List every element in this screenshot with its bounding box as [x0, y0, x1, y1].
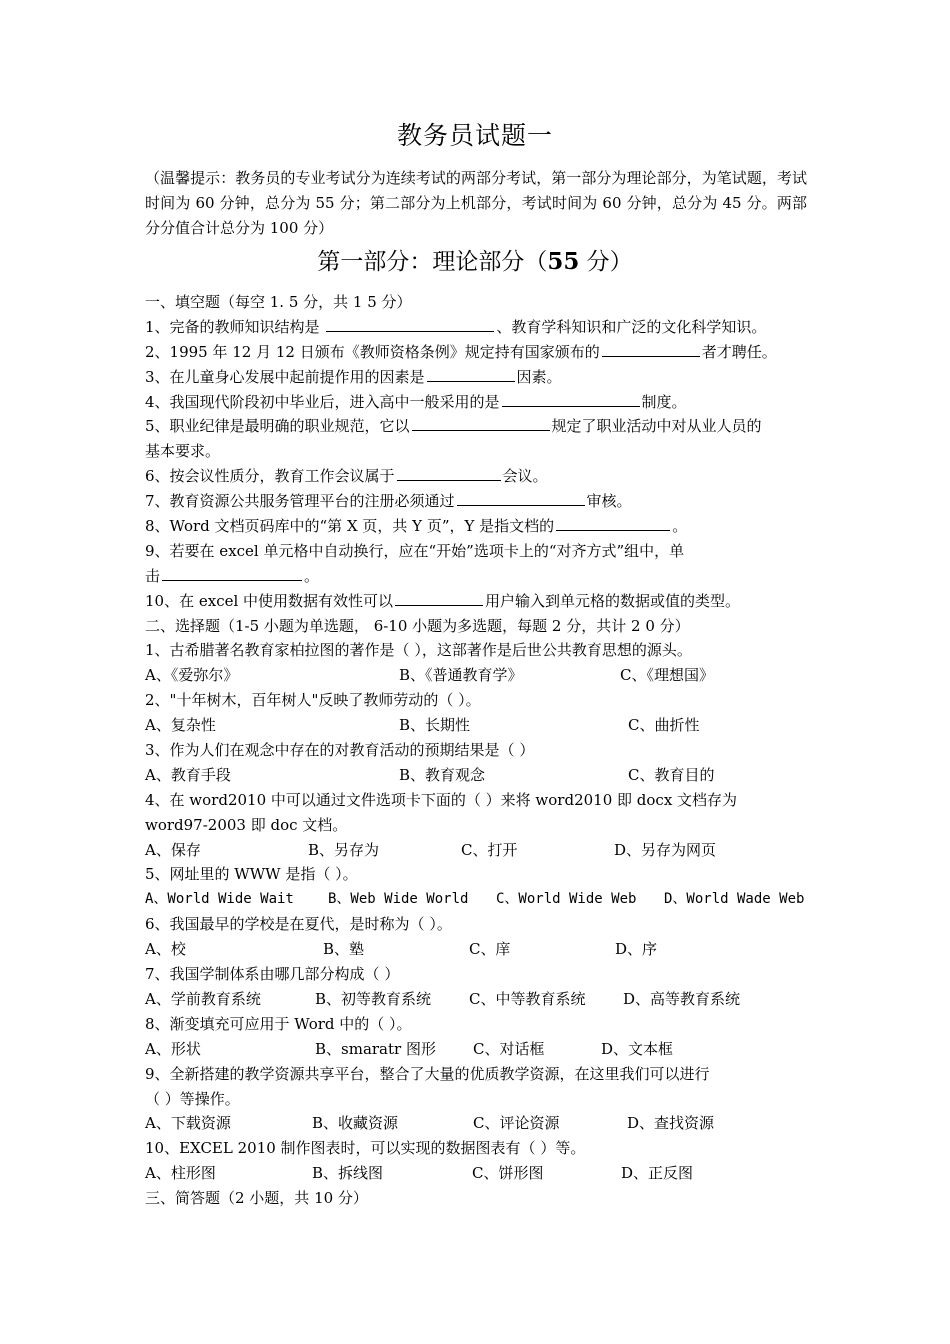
choice-options-9 [145, 1111, 807, 1136]
exam-body [145, 290, 807, 1211]
option-c[interactable]: C、曲折性 [628, 716, 700, 735]
fill-question-1: 1、完备的教师知识结构是 、教育学科知识和广泛的文化科学知识。 [145, 315, 807, 340]
option-a[interactable]: A、复杂性 [145, 716, 216, 735]
section1-header: 一、填空题（每空 1. 5 分，共 1 5 分） [145, 293, 412, 311]
fill-question-5-cont: 基本要求。 [145, 442, 221, 461]
option-b[interactable]: B、smaratr 图形 [315, 1039, 436, 1058]
option-a[interactable]: A、下载资源 [145, 1114, 231, 1133]
fill-question-9: 9、若要在 excel 单元格中自动换行，应在“开始”选项卡上的“对齐方式”组中，单 [145, 541, 685, 560]
choice-options-2 [145, 713, 807, 738]
option-a[interactable]: A、学前教育系统 [145, 989, 261, 1008]
option-b[interactable]: B、塾 [323, 940, 365, 959]
choice-question-9: 9、全新搭建的教学资源共享平台，整合了大量的优质教学资源，在这里我们可以进行 [145, 1064, 710, 1083]
option-a[interactable]: A、《爱弥尔》 [145, 666, 239, 685]
fill-question-3: 3、在儿童身心发展中起前提作用的因素是 因素。 [145, 365, 807, 390]
fill-question-9-cont: 击 。 [145, 564, 807, 589]
choice-question-9-cont: （ ）等操作。 [145, 1089, 240, 1108]
option-d[interactable]: D、正反图 [621, 1164, 694, 1183]
option-c[interactable]: C、《理想国》 [620, 666, 714, 685]
option-b[interactable]: B、长期性 [399, 716, 471, 735]
option-b[interactable]: B、另存为 [308, 840, 380, 859]
choice-question-1: 1、古希腊著名教育家柏拉图的著作是（ ），这部著作是后世公共教育思想的源头。 [145, 641, 692, 660]
document-title: 教务员试题一 [396, 121, 553, 150]
option-d[interactable]: D、高等教育系统 [623, 989, 741, 1008]
choice-question-8: 8、渐变填充可应用于 Word 中的（ ）。 [145, 1014, 412, 1033]
option-a[interactable]: A、形状 [145, 1039, 201, 1058]
option-d[interactable]: D、另存为网页 [614, 840, 717, 859]
option-b[interactable]: B、Web Wide World [328, 891, 469, 908]
choice-options-7 [145, 987, 807, 1012]
answer-blank[interactable] [162, 564, 302, 581]
choice-question-3: 3、作为人们在观念中存在的对教育活动的预期结果是（ ） [145, 741, 535, 760]
choice-options-3 [145, 763, 807, 788]
option-c[interactable]: C、中等教育系统 [469, 989, 586, 1008]
fill-question-8: 8、Word 文档页码库中的“第 X 页，共 Y 页”，Y 是指文档的 。 [145, 514, 807, 539]
answer-blank[interactable] [397, 464, 501, 481]
option-a[interactable]: A、保存 [145, 840, 201, 859]
option-d[interactable]: D、World Wade Web [664, 891, 805, 908]
choice-question-10: 10、EXCEL 2010 制作图表时，可以实现的数据图表有（ ）等。 [145, 1139, 586, 1158]
choice-options-6 [145, 937, 807, 962]
option-c[interactable]: C、庠 [469, 940, 511, 959]
fill-question-5: 5、职业纪律是最明确的职业规范，它以 规定了职业活动中对从业人员的 [145, 414, 807, 439]
choice-options-10 [145, 1161, 807, 1186]
choice-question-2: 2、"十年树木，百年树人"反映了教师劳动的（ ）。 [145, 691, 481, 710]
answer-blank[interactable] [395, 589, 483, 606]
section3-header: 三、简答题（2 小题，共 10 分） [145, 1189, 368, 1208]
option-a[interactable]: A、校 [145, 940, 186, 959]
part-heading [0, 243, 950, 276]
choice-question-6: 6、我国最早的学校是在夏代，是时称为（ ）。 [145, 915, 452, 934]
option-b[interactable]: B、初等教育系统 [315, 989, 432, 1008]
option-b[interactable]: B、教育观念 [399, 765, 486, 784]
fill-question-10: 10、在 excel 中使用数据有效性可以 用户输入到单元格的数据或值的类型。 [145, 589, 807, 614]
choice-question-4-cont: word97-2003 即 doc 文档。 [145, 815, 348, 834]
answer-blank[interactable] [602, 340, 700, 357]
option-c[interactable]: C、World Wide Web [496, 891, 637, 908]
choice-question-7: 7、我国学制体系由哪几部分构成（ ） [145, 965, 400, 984]
answer-blank[interactable] [427, 365, 515, 382]
fill-question-2: 2、1995 年 12 月 12 日颁布《教师资格条例》规定持有国家颁布的 者才聘任。 [145, 340, 807, 365]
section2-header: 二、选择题（1-5 小题为单选题， 6-10 小题为多选题，每题 2 分，共计 2 0 分） [145, 616, 690, 635]
option-c[interactable]: C、教育目的 [628, 765, 715, 784]
fill-question-4: 4、我国现代阶段初中毕业后，进入高中一般采用的是 制度。 [145, 390, 807, 415]
fill-question-7: 7、教育资源公共服务管理平台的注册必须通过 审核。 [145, 489, 807, 514]
option-d[interactable]: D、文本框 [601, 1039, 674, 1058]
option-b[interactable]: B、《普通教育学》 [399, 666, 523, 685]
option-d[interactable]: D、查找资源 [627, 1114, 715, 1133]
choice-question-5: 5、网址里的 WWW 是指（ ）。 [145, 865, 358, 884]
exam-notice: （温馨提示：教务员的专业考试分为连续考试的两部分考试，第一部分为理论部分，为笔试题，考试时间为 60 分钟，总分为 55 分；第二部分为上机部分，考试时间为 60 分钟，总分为 45 分。两部分分值合计总分为 100 分） [145, 169, 807, 237]
answer-blank[interactable] [556, 514, 670, 531]
choice-options-8 [145, 1037, 807, 1062]
choice-options-5 [145, 887, 807, 912]
option-c[interactable]: C、评论资源 [473, 1114, 560, 1133]
option-a[interactable]: A、教育手段 [145, 765, 231, 784]
option-b[interactable]: B、拆线图 [312, 1164, 384, 1183]
answer-blank[interactable] [457, 489, 585, 506]
part-score: 55 [547, 248, 580, 275]
option-a[interactable]: A、World Wide Wait [145, 891, 294, 908]
option-c[interactable]: C、打开 [461, 840, 518, 859]
fill-question-6: 6、按会议性质分，教育工作会议属于 会议。 [145, 464, 807, 489]
option-b[interactable]: B、收藏资源 [312, 1114, 399, 1133]
choice-question-4: 4、在 word2010 中可以通过文件选项卡下面的（ ）来将 word2010 即 docx 文档存为 [145, 790, 738, 809]
answer-blank[interactable] [326, 315, 494, 332]
part-label: 第一部分：理论部分（ [317, 249, 548, 275]
option-d[interactable]: D、序 [615, 940, 658, 959]
option-c[interactable]: C、对话框 [473, 1039, 545, 1058]
answer-blank[interactable] [412, 414, 550, 431]
option-a[interactable]: A、柱形图 [145, 1164, 216, 1183]
choice-options-1 [145, 663, 807, 688]
option-c[interactable]: C、饼形图 [472, 1164, 544, 1183]
choice-options-4 [145, 838, 807, 863]
answer-blank[interactable] [502, 390, 640, 407]
part-suffix: 分） [579, 249, 633, 275]
